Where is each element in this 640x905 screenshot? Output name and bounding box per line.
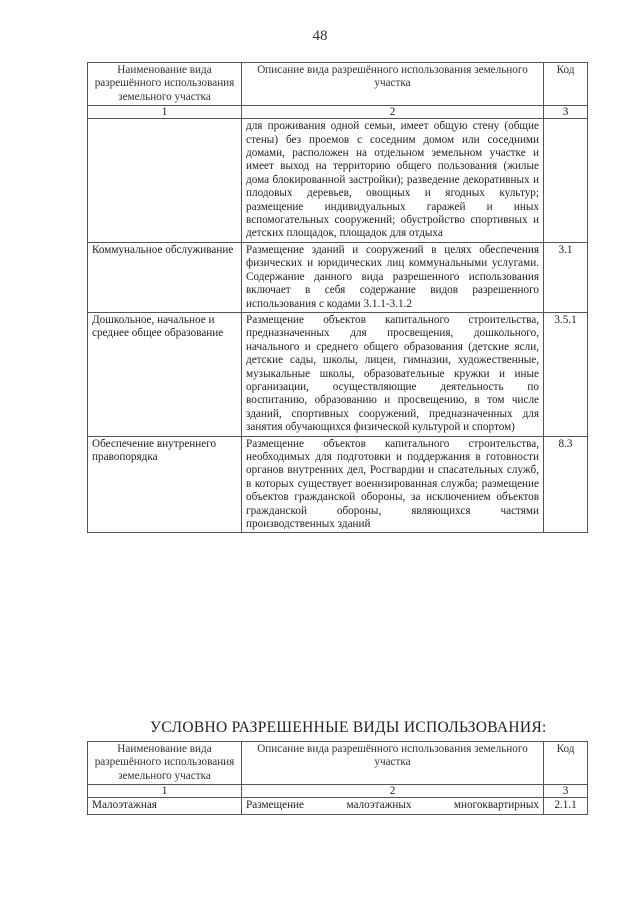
column-number-3: 3: [544, 106, 588, 119]
column-number-3: 3: [544, 785, 588, 798]
column-number-2: 2: [242, 785, 544, 798]
header-code: Код: [544, 63, 588, 106]
row-code: [544, 119, 588, 243]
section-title: УСЛОВНО РАЗРЕШЕННЫЕ ВИДЫ ИСПОЛЬЗОВАНИЯ:: [150, 719, 547, 736]
row-code: 3.1: [544, 242, 588, 312]
row-description: Размещение объектов капитального строительства, предназначенных для просвещения, дошкольного, начального и среднего общего образования (детские ясли, детские сады, школы, лицеи, гимназии, художественные, музыкальные школы, образовательные кружки и иные организации, осуществляющие деятельность по воспитанию, образованию и просвещению, в том числе зданий, спортивных сооружений, предназначенных для занятия обучающихся физической культурой и спортом): [242, 312, 544, 436]
table-row: [88, 312, 588, 436]
table-header-row: [88, 63, 588, 106]
row-description: Размещение малоэтажных многоквартирных: [242, 798, 544, 814]
column-number-2: 2: [242, 106, 544, 119]
table-row: [88, 119, 588, 243]
column-number-1: 1: [88, 106, 242, 119]
row-description: Размещение зданий и сооружений в целях обеспечения физических и юридических лиц коммунальными услугами. Содержание данного вида разрешенного использования включает в себя содержание видов разрешенного использования с кодами 3.1.1-3.1.2: [242, 242, 544, 312]
table-row: [88, 242, 588, 312]
header-description: Описание вида разрешённого использования земельного участка: [242, 742, 544, 785]
column-number-1: 1: [88, 785, 242, 798]
row-name: Малоэтажная: [88, 798, 242, 814]
header-description: Описание вида разрешённого использования земельного участка: [242, 63, 544, 106]
row-name: Коммунальное обслуживание: [88, 242, 242, 312]
permitted-uses-table: [87, 62, 588, 533]
page-number: 48: [312, 28, 328, 44]
column-numbers-row: [88, 106, 588, 119]
row-description: для проживания одной семьи, имеет общую стену (общие стены) без проемов с соседним домом или соседними домами, расположен на отдельном земельном участке и имеет выход на территорию общего пользования (жилые дома блокированной застройки); разведение декоративных и плодовых деревьев, овощных и ягодных культур; размещение индивидуальных гаражей и иных вспомогательных сооружений; обустройство спортивных и детских площадок, площадок для отдыха: [242, 119, 544, 243]
header-name: Наименование вида разрешённого использования земельного участка: [88, 63, 242, 106]
row-description: Размещение объектов капитального строительства, необходимых для подготовки и поддержания в готовности органов внутренних дел, Росгвардии и спасательных служб, в которых существует военизированная служба; размещение объектов гражданской обороны, за исключением объектов гражданской обороны, являющихся частями производственных зданий: [242, 436, 544, 533]
row-name: [88, 119, 242, 243]
header-code: Код: [544, 742, 588, 785]
conditional-uses-table: [87, 741, 588, 815]
header-name: Наименование вида разрешённого использования земельного участка: [88, 742, 242, 785]
row-code: 8.3: [544, 436, 588, 533]
table-row: [88, 436, 588, 533]
column-numbers-row: [88, 785, 588, 798]
table-row: [88, 798, 588, 814]
row-code: 2.1.1: [544, 798, 588, 814]
row-name: Дошкольное, начальное и среднее общее образование: [88, 312, 242, 436]
table-header-row: [88, 742, 588, 785]
row-name: Обеспечение внутреннего правопорядка: [88, 436, 242, 533]
row-code: 3.5.1: [544, 312, 588, 436]
